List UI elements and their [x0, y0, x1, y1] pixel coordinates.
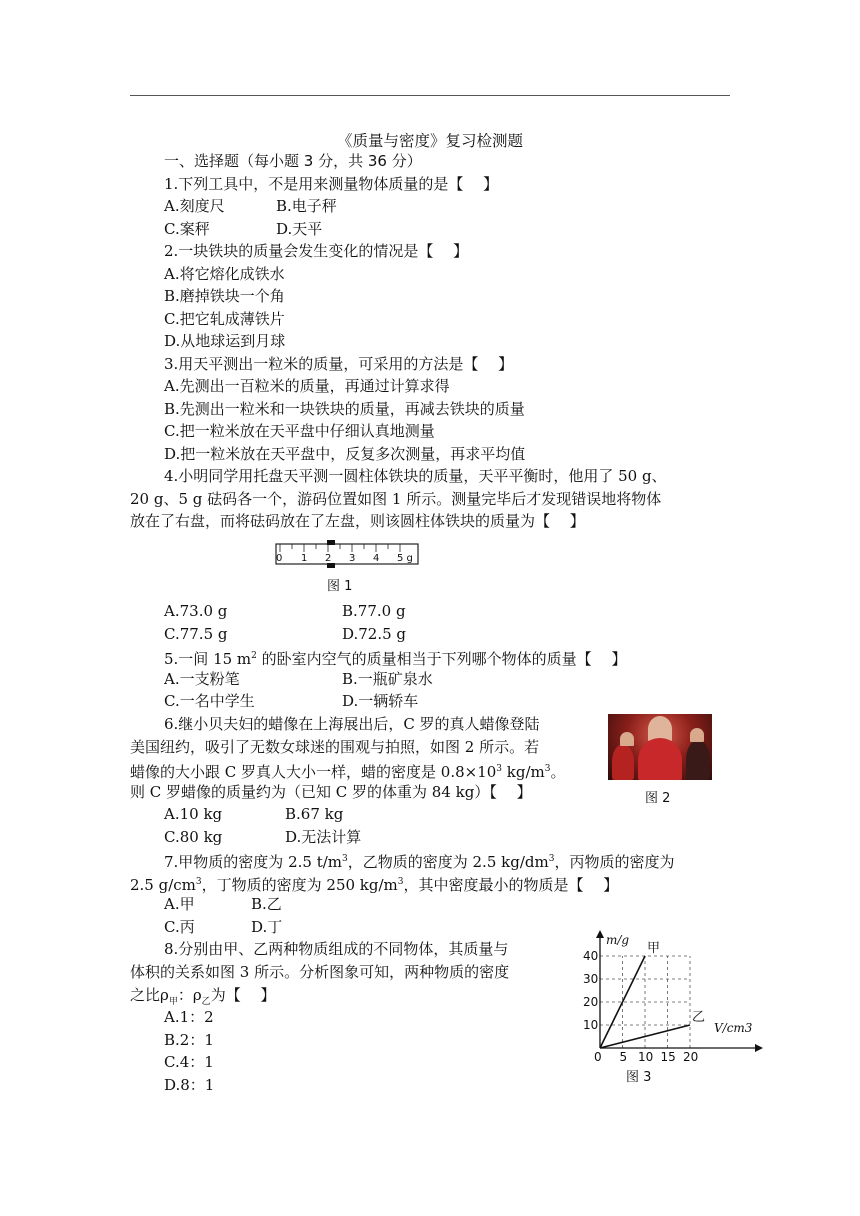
q1-stem: 1.下列工具中，不是用来测量物体质量的是【 】 [164, 175, 499, 193]
page-title: 《质量与密度》复习检测题 [336, 132, 523, 150]
q3-option-b: B.先测出一粒米和一块铁块的质量，再减去铁块的质量 [164, 400, 525, 418]
rider-ruler-figure [270, 538, 422, 570]
q6-option-a: A.10 kg [164, 805, 223, 823]
y-tick-label: 20 [583, 995, 599, 1009]
ruler-label: 5 g [397, 553, 413, 564]
y-tick-label: 10 [583, 1018, 599, 1032]
q7-option-b: B.乙 [251, 895, 282, 913]
ruler-label: 3 [349, 553, 356, 564]
q1-option-c: C.案秤 [164, 220, 210, 238]
q8-option-a: A.1：2 [164, 1008, 214, 1026]
x-tick-label: 20 [683, 1050, 699, 1063]
q5-option-a: A.一支粉笔 [164, 670, 240, 688]
y-axis-label: m/g [606, 933, 630, 947]
q7-line1: 7.甲物质的密度为 2.5 $t/m^3$，乙物质的密度为 2.5 $kg/dm^3$，丙物质的密度为 [164, 853, 675, 871]
q2-stem: 2.一块铁块的质量会发生变化的情况是【 】 [164, 242, 469, 260]
q6-line4: 则 C 罗蜡像的质量约为（已知 C 罗的体重为 84 kg）【 】 [130, 783, 532, 801]
fig3-caption: 图 3 [626, 1070, 652, 1085]
y-axis-arrow [596, 930, 604, 938]
y-tick-label: 40 [583, 949, 599, 963]
q7-option-a: A.甲 [164, 895, 195, 913]
x-axis-arrow [755, 1044, 763, 1052]
q4-option-d: D.72.5 g [342, 625, 407, 643]
series-label: 乙 [692, 1010, 706, 1025]
section-heading: 一、选择题（每小题 3 分，共 36 分） [164, 152, 422, 170]
header-rule [130, 95, 730, 96]
wax-figure-photo [608, 714, 712, 780]
q4-option-a: A.73.0 g [164, 602, 228, 620]
q8-option-d: D.8：1 [164, 1076, 215, 1094]
q7-option-c: C.丙 [164, 918, 195, 936]
q4-option-c: C.77.5 g [164, 625, 228, 643]
q6-option-c: C.80 kg [164, 828, 223, 846]
fig1-caption: 图 1 [327, 579, 353, 594]
x-tick-label: 10 [638, 1050, 654, 1063]
q6-line3: 蜡像的大小跟 C 罗真人大小一样，蜡的密度是 $0.8\times 10^3$ $kg/m^3$。 [130, 763, 566, 781]
q8-line3: 之比$\rho_甲$：$\rho_乙$为【 】 [130, 986, 276, 1007]
ruler-label: 1 [301, 553, 308, 564]
y-tick-label: 30 [583, 972, 599, 986]
q5-stem: 5.一间 15 $m^2$ 的卧室内空气的质量相当于下列哪个物体的质量【 】 [164, 650, 627, 668]
series-label: 甲 [647, 941, 661, 956]
q3-stem: 3.用天平测出一粒米的质量，可采用的方法是【 】 [164, 355, 514, 373]
q3-option-c: C.把一粒米放在天平盘中仔细认真地测量 [164, 422, 435, 440]
ruler-label: 2 [325, 553, 332, 564]
q6-option-b: B.67 kg [285, 805, 344, 823]
q1-option-b: B.电子秤 [276, 197, 337, 215]
q2-option-a: A.将它熔化成铁水 [164, 265, 285, 283]
q7-option-d: D.丁 [251, 918, 283, 936]
q8-line2: 体积的关系如图 3 所示。分析图象可知，两种物质的密度 [130, 963, 510, 981]
q5-option-c: C.一名中学生 [164, 692, 255, 710]
q5-option-d: D.一辆轿车 [342, 692, 419, 710]
q3-option-d: D.把一粒米放在天平盘中，反复多次测量，再求平均值 [164, 445, 526, 463]
fig2-caption: 图 2 [645, 791, 671, 806]
q2-option-d: D.从地球运到月球 [164, 332, 286, 350]
rider-marker-top [327, 540, 335, 545]
q2-option-b: B.磨掉铁块一个角 [164, 287, 285, 305]
q4-line1: 4.小明同学用托盘天平测一圆柱体铁块的质量，天平平衡时，他用了 50 g、 [164, 467, 667, 485]
q6-option-d: D.无法计算 [285, 828, 362, 846]
ruler-label: 4 [373, 553, 380, 564]
q6-line2: 美国纽约，吸引了无数女球迷的围观与拍照，如图 2 所示。若 [130, 738, 540, 756]
q6-line1: 6.继小贝夫妇的蜡像在上海展出后，C 罗的真人蜡像登陆 [164, 715, 540, 733]
q8-option-b: B.2：1 [164, 1031, 214, 1049]
q2-option-c: C.把它轧成薄铁片 [164, 310, 285, 328]
x-tick-label: 5 [619, 1050, 628, 1063]
chart-grid [600, 956, 690, 1048]
x-tick-label: 0 [594, 1050, 602, 1063]
mass-volume-chart [570, 928, 770, 1063]
q4-option-b: B.77.0 g [342, 602, 406, 620]
q4-line2: 20 g、5 g 砝码各一个，游码位置如图 1 所示。测量完毕后才发现错误地将物体 [130, 490, 662, 508]
q3-option-a: A.先测出一百粒米的质量，再通过计算求得 [164, 377, 450, 395]
x-axis-label: V/cm3 [714, 1021, 753, 1035]
q5-option-b: B.一瓶矿泉水 [342, 670, 433, 688]
q7-line2: 2.5 $g/cm^3$，丁物质的密度为 250 $kg/m^3$，其中密度最小的物质是【 】 [130, 876, 619, 894]
q4-line3: 放在了右盘，而将砝码放在了左盘，则该圆柱体铁块的质量为【 】 [130, 512, 585, 530]
x-tick-label: 15 [660, 1050, 676, 1063]
ruler-label: 0 [276, 553, 283, 564]
q1-option-a: A.刻度尺 [164, 197, 225, 215]
q8-option-c: C.4：1 [164, 1053, 214, 1071]
q8-line1: 8.分别由甲、乙两种物质组成的不同物体，其质量与 [164, 940, 509, 958]
q1-option-d: D.天平 [276, 220, 323, 238]
